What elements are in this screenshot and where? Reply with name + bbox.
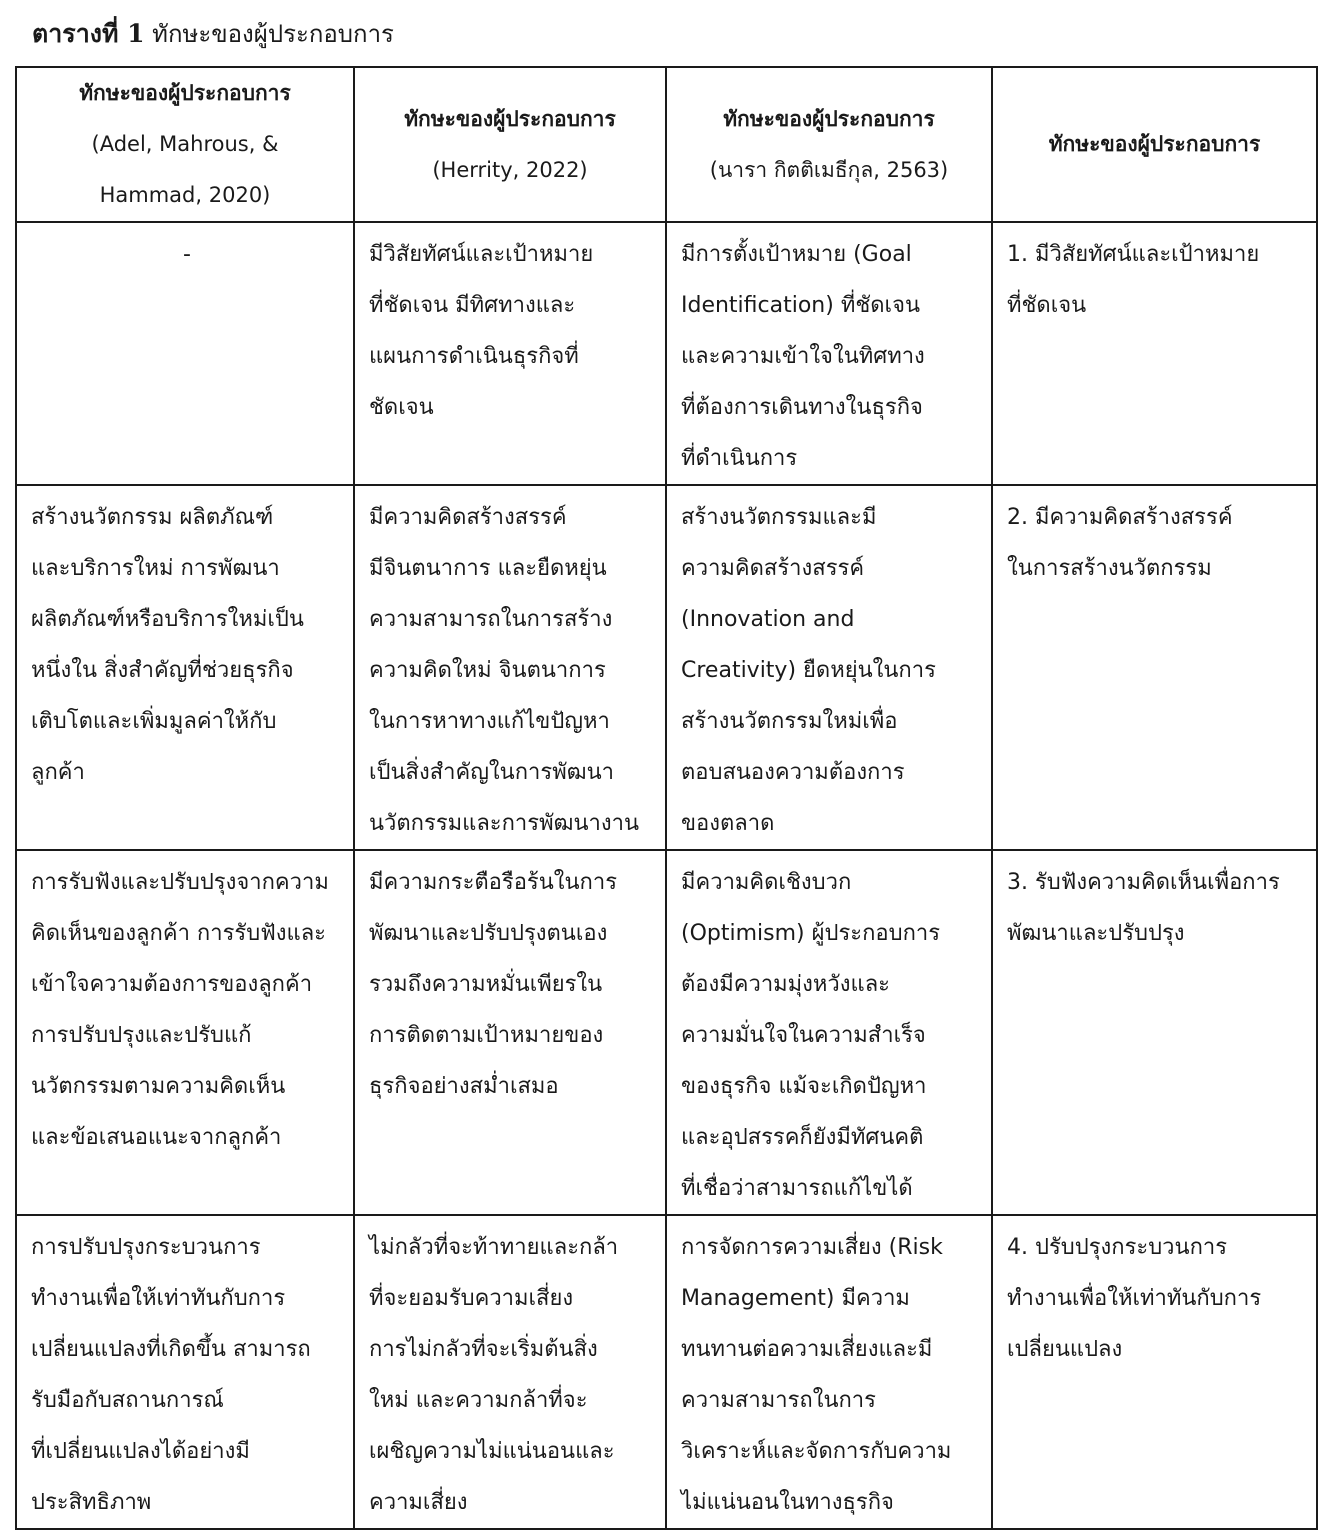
table-cell bbox=[992, 1215, 1317, 1529]
caption-label: ตารางที่ 1 bbox=[32, 19, 145, 48]
caption-title: ทักษะของผู้ประกอบการ bbox=[152, 20, 394, 48]
cell-line: รวมถึงความหมั่นเพียรใน bbox=[369, 972, 603, 997]
cell-line: ที่ชัดเจน มีทิศทางและ bbox=[369, 293, 576, 318]
cell-line: คิดเห็นของลูกค้า การรับฟังและ bbox=[31, 921, 326, 946]
table-cell bbox=[992, 850, 1317, 1215]
cell-line: 2. มีความคิดสร้างสรรค์ bbox=[1007, 505, 1233, 530]
cell-line: การจัดการความเสี่ยง (Risk bbox=[681, 1235, 943, 1260]
cell-line: ความคิดสร้างสรรค์ bbox=[681, 556, 865, 581]
cell-line: ในการหาทางแก้ไขปัญหา bbox=[369, 709, 610, 734]
cell-line: ทนทานต่อความเสี่ยงและมี bbox=[681, 1337, 933, 1362]
cell-line: สร้างนวัตกรรมใหม่เพื่อ bbox=[681, 709, 898, 734]
table-cell bbox=[16, 850, 354, 1215]
cell-line: ทำงานเพื่อให้เท่าทันกับการ bbox=[31, 1286, 286, 1311]
cell-line: ในการสร้างนวัตกรรม bbox=[1007, 556, 1212, 581]
cell-line: สร้างนวัตกรรม ผลิตภัณฑ์ bbox=[31, 505, 274, 530]
cell-line: ใหม่ และความกล้าที่จะ bbox=[369, 1388, 588, 1413]
cell-line: ความสามารถในการสร้าง bbox=[369, 607, 613, 632]
cell-line: เติบโตและเพิ่มมูลค่าให้กับ bbox=[31, 709, 277, 734]
cell-line: ของตลาด bbox=[681, 811, 775, 836]
cell-line: ผลิตภัณฑ์หรือบริการใหม่เป็น bbox=[31, 607, 304, 632]
table-cell bbox=[666, 1215, 992, 1529]
table-cell bbox=[666, 485, 992, 850]
cell-line: ที่ดำเนินการ bbox=[681, 446, 798, 471]
skills-table bbox=[15, 66, 1318, 1530]
header-cell-nara bbox=[666, 67, 992, 222]
cell-line: มีความคิดสร้างสรรค์ bbox=[369, 505, 567, 530]
cell-line: เปลี่ยนแปลงที่เกิดขึ้น สามารถ bbox=[31, 1337, 311, 1362]
cell-line: ความมั่นใจในความสำเร็จ bbox=[681, 1023, 926, 1048]
cell-line: มีการตั้งเป้าหมาย (Goal bbox=[681, 242, 912, 267]
cell-line: แผนการดำเนินธุรกิจที่ bbox=[369, 344, 579, 369]
table-cell bbox=[354, 850, 666, 1215]
cell-line: เป็นสิ่งสำคัญในการพัฒนา bbox=[369, 760, 614, 785]
cell-line: รับมือกับสถานการณ์ bbox=[31, 1388, 224, 1413]
cell-line: พัฒนาและปรับปรุง bbox=[1007, 921, 1185, 946]
cell-line: (Innovation and bbox=[681, 607, 855, 632]
table-row bbox=[16, 485, 1317, 850]
table-row bbox=[16, 850, 1317, 1215]
header-source: (นารา กิตติเมธีกุล, 2563) bbox=[709, 157, 949, 182]
cell-line: สร้างนวัตกรรมและมี bbox=[681, 505, 877, 530]
table-cell bbox=[16, 1215, 354, 1529]
cell-line: ความสามารถในการ bbox=[681, 1388, 876, 1413]
cell-line: ของธุรกิจ แม้จะเกิดปัญหา bbox=[681, 1074, 927, 1099]
cell-line: Management) มีความ bbox=[681, 1286, 910, 1311]
cell-line: ประสิทธิภาพ bbox=[31, 1490, 152, 1515]
cell-line: การไม่กลัวที่จะเริ่มต้นสิ่ง bbox=[369, 1337, 598, 1362]
table-cell bbox=[354, 1215, 666, 1529]
header-source: (Herrity, 2022) bbox=[432, 157, 588, 182]
table-cell bbox=[354, 485, 666, 850]
table-cell bbox=[354, 222, 666, 485]
cell-line: ที่จะยอมรับความเสี่ยง bbox=[369, 1286, 574, 1311]
cell-line: 1. มีวิสัยทัศน์และเป้าหมาย bbox=[1007, 242, 1260, 267]
table-cell bbox=[666, 222, 992, 485]
cell-line: หนึ่งใน สิ่งสำคัญที่ช่วยธุรกิจ bbox=[31, 658, 294, 683]
cell-line: ที่เชื่อว่าสามารถแก้ไขได้ bbox=[681, 1176, 913, 1201]
cell-line: นวัตกรรมและการพัฒนางาน bbox=[369, 811, 640, 836]
cell-line: เผชิญความไม่แน่นอนและ bbox=[369, 1439, 615, 1464]
cell-line: ธุรกิจอย่างสม่ำเสมอ bbox=[369, 1074, 559, 1099]
cell-line: ต้องมีความมุ่งหวังและ bbox=[681, 972, 890, 997]
cell-line: ที่ต้องการเดินทางในธุรกิจ bbox=[681, 395, 923, 420]
cell-line: (Optimism) ผู้ประกอบการ bbox=[681, 921, 941, 946]
header-row bbox=[16, 67, 1317, 222]
cell-line: นวัตกรรมตามความคิดเห็น bbox=[31, 1074, 286, 1099]
header-title: ทักษะของผู้ประกอบการ bbox=[404, 106, 616, 131]
cell-line: วิเคราะห์และจัดการกับความ bbox=[681, 1439, 952, 1464]
header-source: Hammad, 2020) bbox=[99, 183, 271, 207]
cell-line: ไม่แน่นอนในทางธุรกิจ bbox=[681, 1490, 894, 1515]
cell-line: มีวิสัยทัศน์และเป้าหมาย bbox=[369, 242, 594, 267]
table-row bbox=[16, 1215, 1317, 1529]
table-cell bbox=[992, 222, 1317, 485]
table-row bbox=[16, 222, 1317, 485]
cell-line: ไม่กลัวที่จะท้าทายและกล้า bbox=[369, 1235, 619, 1260]
cell-line: 4. ปรับปรุงกระบวนการ bbox=[1007, 1235, 1228, 1260]
cell-line: ที่เปลี่ยนแปลงได้อย่างมี bbox=[31, 1439, 250, 1464]
cell-line: พัฒนาและปรับปรุงตนเอง bbox=[369, 921, 608, 946]
header-title: ทักษะของผู้ประกอบการ bbox=[79, 81, 291, 105]
table-caption bbox=[32, 14, 394, 54]
cell-line: ชัดเจน bbox=[369, 395, 434, 420]
cell-line: และความเข้าใจในทิศทาง bbox=[681, 344, 925, 369]
cell-line: ความเสี่ยง bbox=[369, 1490, 468, 1515]
cell-line: ทำงานเพื่อให้เท่าทันกับการ bbox=[1007, 1286, 1262, 1311]
header-cell-adel bbox=[16, 67, 354, 222]
cell-line: ความคิดใหม่ จินตนาการ bbox=[369, 658, 606, 683]
header-source: (Adel, Mahrous, & bbox=[91, 132, 279, 156]
table-cell bbox=[666, 850, 992, 1215]
cell-line: มีความคิดเชิงบวก bbox=[681, 870, 852, 895]
cell-line: Identification) ที่ชัดเจน bbox=[681, 293, 920, 318]
cell-line: Creativity) ยืดหยุ่นในการ bbox=[681, 658, 936, 683]
cell-line: ตอบสนองความต้องการ bbox=[681, 760, 905, 785]
cell-line: การรับฟังและปรับปรุงจากความ bbox=[31, 870, 329, 895]
cell-line: การปรับปรุงและปรับแก้ bbox=[31, 1023, 252, 1048]
cell-line: 3. รับฟังความคิดเห็นเพื่อการ bbox=[1007, 870, 1280, 895]
cell-line: และบริการใหม่ การพัฒนา bbox=[31, 556, 280, 581]
table-cell bbox=[992, 485, 1317, 850]
cell-line: การปรับปรุงกระบวนการ bbox=[31, 1235, 261, 1260]
cell-line: มีจินตนาการ และยืดหยุ่น bbox=[369, 556, 607, 581]
cell-line: เข้าใจความต้องการของลูกค้า bbox=[31, 972, 313, 997]
header-title: ทักษะของผู้ประกอบการ bbox=[723, 106, 935, 131]
cell-line: การติดตามเป้าหมายของ bbox=[369, 1023, 604, 1048]
header-cell-herrity bbox=[354, 67, 666, 222]
header-cell-summary bbox=[992, 67, 1317, 222]
table-cell bbox=[16, 222, 354, 485]
cell-line: ที่ชัดเจน bbox=[1007, 293, 1087, 318]
cell-line: เปลี่ยนแปลง bbox=[1007, 1337, 1123, 1362]
cell-line: และข้อเสนอแนะจากลูกค้า bbox=[31, 1125, 282, 1150]
header-title: ทักษะของผู้ประกอบการ bbox=[1048, 132, 1261, 156]
cell-line: ลูกค้า bbox=[31, 760, 85, 785]
cell-line: มีความกระตือรือร้นในการ bbox=[369, 870, 618, 895]
cell-line: และอุปสรรคก็ยังมีทัศนคติ bbox=[681, 1125, 924, 1150]
table-cell bbox=[16, 485, 354, 850]
cell-line: - bbox=[183, 242, 191, 267]
